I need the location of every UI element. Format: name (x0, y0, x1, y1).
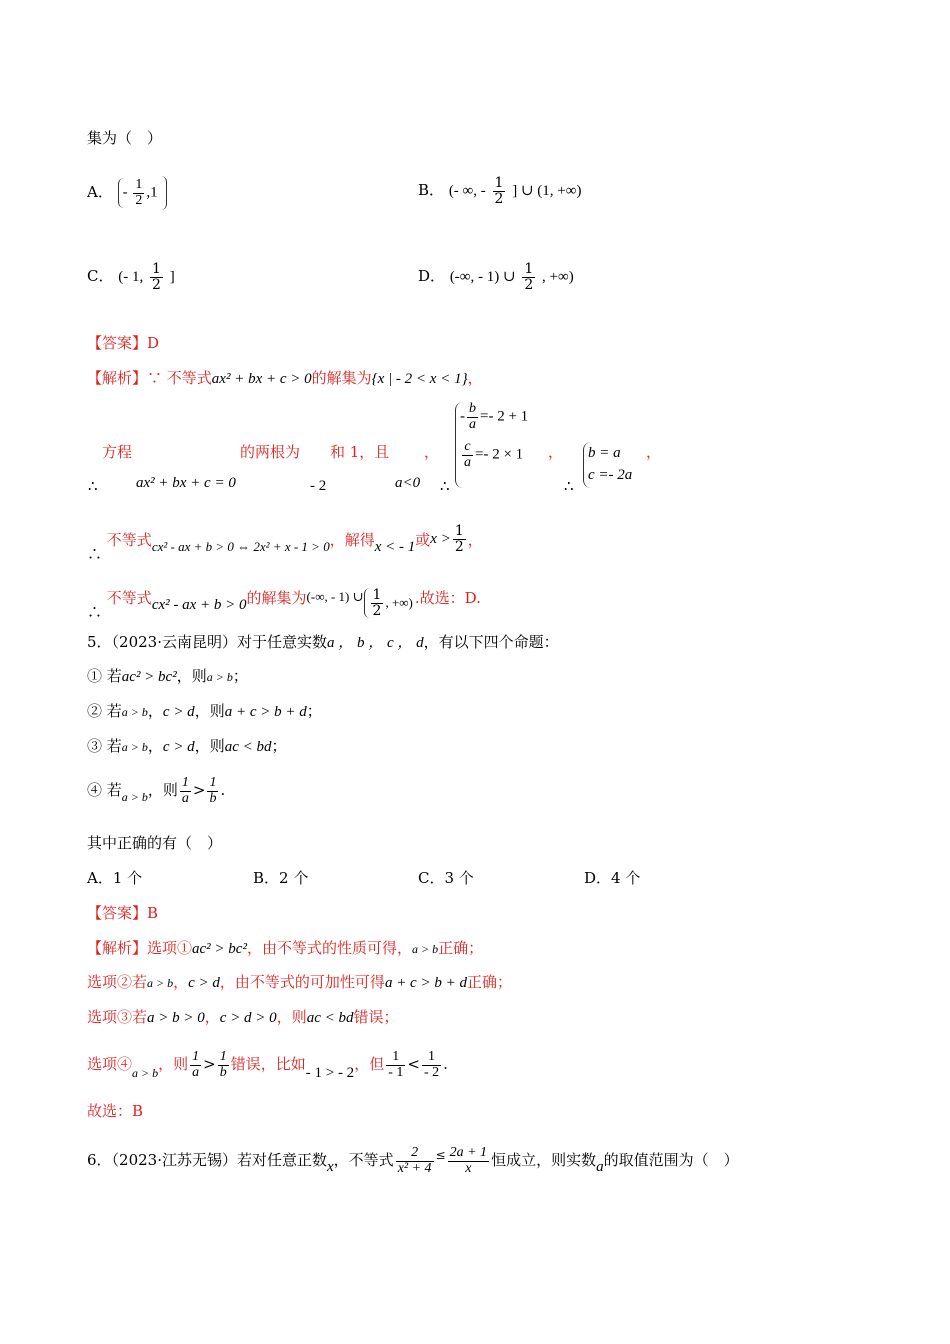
text: ，则 (276, 1008, 307, 1026)
math-text: (- 1, (118, 269, 144, 286)
denominator: a (469, 416, 476, 432)
q4-option-a[interactable] (87, 176, 167, 210)
system-row: b = a (588, 445, 621, 461)
text: ① 若 (87, 667, 122, 685)
denominator: 2 (524, 276, 534, 293)
fraction (467, 402, 478, 432)
math-text: =- 2 × 1 (475, 447, 524, 463)
q4-analysis-line3 (87, 523, 483, 564)
fraction (150, 262, 163, 292)
text: ， (204, 1008, 220, 1026)
text: ； (232, 667, 248, 685)
fraction (453, 524, 466, 554)
fraction (133, 178, 144, 208)
denominator: 2 (135, 192, 143, 208)
denominator: - 1 (388, 1064, 404, 1080)
option-label: A． (87, 183, 113, 201)
fraction (371, 588, 384, 618)
q5-analysis-2 (87, 972, 512, 993)
fraction (396, 1146, 434, 1176)
fraction (448, 1146, 489, 1176)
math-interval (118, 178, 160, 208)
text: .故选：D. (414, 589, 481, 608)
q4-analysis-line1 (87, 368, 483, 389)
math-text: a > b > 0 (147, 1010, 205, 1026)
math-text: - 2 (310, 478, 327, 494)
text: ，不等式 (333, 1151, 394, 1170)
text: 的解集为 (311, 369, 372, 387)
denominator: a (181, 790, 189, 806)
text: ，但 (354, 1055, 385, 1074)
equation-system-2 (583, 442, 632, 488)
q5-option-d[interactable]: D．4 个 (584, 869, 641, 887)
denominator: b (209, 790, 217, 806)
text: ④ 若 (87, 781, 122, 800)
numerator: 1 (192, 1049, 200, 1064)
text: ，解得 (329, 531, 375, 550)
math-text: c > d (188, 975, 220, 991)
text: 恒成立，则实数 (491, 1151, 597, 1170)
denominator: 2 (372, 602, 382, 619)
numerator: 1 (219, 1049, 227, 1064)
denominator: a (192, 1064, 200, 1080)
fraction (462, 440, 473, 470)
q5-analysis-4 (87, 1050, 448, 1080)
therefore-symbol: ∴ (87, 603, 103, 622)
math-text: a ， b ， c ， d (327, 635, 424, 651)
math-text: a > b (121, 740, 148, 754)
text: ，有以下四个命题： (423, 633, 559, 651)
q5-option-b[interactable]: B．2 个 (253, 869, 309, 887)
text: ，则 (147, 781, 178, 800)
text: ∵ 不等式 (147, 369, 212, 387)
bracket (364, 588, 415, 618)
math-text: c > d (162, 704, 195, 720)
therefore-symbol: ∴ (440, 477, 450, 495)
math-text: ac² > bc² (121, 669, 177, 685)
denominator: x² + 4 (397, 1160, 432, 1176)
math-text: a<0 (395, 475, 421, 491)
brace (455, 402, 528, 488)
math-text: , +∞) (542, 269, 574, 286)
fraction (522, 262, 535, 292)
math-text: cx² - ax + b > 0 (151, 597, 247, 614)
math-text: a > b (121, 790, 148, 805)
text: 不等式 (106, 589, 152, 608)
q5-proposition-4 (87, 776, 225, 806)
text: 的解集为 (246, 589, 307, 608)
text: 选项②若 (87, 973, 148, 991)
numerator: 1 (494, 175, 504, 191)
text: 5．（2023·云南昆明）对于任意实数 (87, 633, 327, 651)
text: 或 (415, 531, 431, 550)
text: ； (306, 702, 322, 720)
text: 【解析】选项① (87, 939, 193, 957)
therefore-symbol: ∴ (564, 477, 574, 495)
option-label: C． (87, 267, 114, 286)
text: 的两根为 (240, 443, 301, 461)
math-text: x > (430, 531, 451, 548)
q4-option-c[interactable] (87, 262, 175, 292)
text: ， (467, 369, 483, 387)
q5-proposition-3 (87, 736, 287, 757)
q5-option-c[interactable]: C．3 个 (418, 869, 474, 887)
math-text: x (327, 1159, 334, 1176)
q4-stem-tail: 集为（ ） (87, 129, 163, 147)
math-text: , +∞) (385, 595, 413, 611)
text: . (220, 781, 226, 800)
numerator: 1 (209, 775, 217, 790)
numerator: 1 (181, 775, 189, 790)
numerator: b (469, 401, 476, 416)
text: ， (424, 443, 440, 461)
numerator: 1 (152, 261, 161, 277)
math-text: ≤ (435, 1148, 446, 1163)
numerator: 1 (422, 1050, 441, 1066)
text: ，则 (158, 1055, 189, 1074)
q5-choose: 故选：B (87, 1102, 144, 1120)
numerator: 1 (135, 176, 143, 192)
fraction (190, 1050, 201, 1080)
fraction (207, 776, 218, 806)
q4-option-d[interactable] (418, 262, 574, 292)
therefore-symbol: ∴ (88, 477, 98, 495)
text: 6．（2023·江苏无锡）若对任意正数 (87, 1151, 327, 1170)
denominator: x (465, 1160, 472, 1176)
denominator: 2 (454, 538, 464, 555)
system-row: c =- 2a (588, 467, 633, 483)
math-text: a (596, 1159, 604, 1176)
numerator: c (462, 440, 473, 456)
math-text: > (203, 1055, 216, 1074)
q5-analysis-1 (87, 938, 483, 959)
text: 选项③若 (87, 1008, 148, 1026)
text: 选项④ (87, 1055, 133, 1074)
text: 正确； (466, 973, 512, 991)
math-text: a + c > b + d (224, 704, 307, 720)
math-text: a > b (411, 942, 439, 956)
math-text: c > d > 0 (219, 1010, 277, 1026)
text: ，则 (194, 702, 225, 720)
q4-option-b[interactable] (418, 176, 581, 206)
math-text: ax² + bx + c > 0 (211, 371, 312, 387)
denominator: 2 (152, 276, 161, 293)
text: ， (173, 973, 189, 991)
numerator: 1 (386, 1050, 405, 1066)
math-text: ,1 (146, 184, 158, 201)
q5-proposition-2 (87, 701, 322, 722)
text: ， (548, 443, 564, 461)
system-row (460, 440, 528, 470)
q6-stem (87, 1146, 739, 1176)
q5-proposition-1 (87, 666, 248, 687)
q5-answer: 【答案】B (87, 904, 159, 922)
math-set: {x | - 2 < x < 1} (371, 371, 468, 387)
math-text: ] (169, 269, 175, 286)
text: ② 若 (87, 702, 122, 720)
text: 不等式 (106, 531, 152, 550)
math-text: a > b (132, 1066, 159, 1081)
bracket (160, 176, 167, 210)
denominator: - 2 (423, 1064, 440, 1080)
text: ； (271, 737, 287, 755)
text: 正确； (438, 939, 484, 957)
math-text: a > b (206, 670, 233, 684)
text: ，由不等式的可加性可得 (219, 973, 385, 991)
option-label: B． (418, 181, 445, 200)
text: ， (147, 737, 163, 755)
text: ，由不等式的性质可得， (246, 939, 412, 957)
math-text: c > d (162, 739, 195, 755)
numerator: 1 (524, 261, 534, 277)
denominator: b (219, 1064, 227, 1080)
q4-analysis-line4 (87, 587, 481, 622)
numerator: 1 (372, 587, 382, 603)
text: 方程 (102, 443, 133, 461)
math-text: ax² + bx + c = 0 (136, 475, 236, 491)
math-text: a > b (147, 976, 174, 990)
text: ，则 (176, 667, 207, 685)
math-text: - 1 > - 2 (305, 1065, 355, 1082)
math-text: =- 2 + 1 (480, 408, 529, 425)
q4-answer: 【答案】D (87, 334, 160, 352)
math-text: x < - 1 (374, 539, 416, 556)
denominator: 2 (494, 190, 504, 207)
text: ，则 (194, 737, 225, 755)
analysis-label: 【解析】 (87, 369, 148, 387)
math-text: ] ∪ (1, +∞) (512, 183, 582, 200)
math-text: - (460, 408, 465, 425)
q5-ask: 其中正确的有（ ） (87, 834, 223, 852)
option-label: D． (418, 267, 446, 286)
math-text: ac² > bc² (192, 941, 247, 957)
text: . (443, 1055, 448, 1074)
q5-option-a[interactable]: A．1 个 (87, 869, 143, 887)
math-text: a > b (121, 705, 148, 719)
fraction (386, 1050, 405, 1080)
numerator: 2 (396, 1146, 434, 1162)
fraction (218, 1050, 229, 1080)
equation-system-1 (455, 402, 528, 488)
math-text: > (192, 781, 206, 800)
math-text: a + c > b + d (384, 975, 467, 991)
q5-analysis-3 (87, 1007, 399, 1028)
math-text: (- ∞, - (448, 183, 486, 200)
math-text: < (407, 1055, 420, 1074)
math-text: (-∞, - 1) ∪ (306, 589, 364, 605)
text: 错误； (353, 1008, 399, 1026)
text: ， (646, 443, 662, 461)
math-text: - (122, 184, 128, 201)
therefore-symbol: ∴ (87, 545, 103, 564)
text: ③ 若 (87, 737, 122, 755)
math-text: cx² - ax + b > 0 ⇔ 2x² + x - 1 > 0 (151, 539, 330, 555)
denominator: a (464, 455, 471, 471)
text: 的取值范围为（ ） (603, 1151, 739, 1170)
text: 和 1，且 (330, 443, 390, 461)
math-text: ac < bd (306, 1010, 354, 1026)
q5-stem (87, 632, 559, 653)
numerator: 1 (454, 523, 464, 539)
numerator: 2a + 1 (449, 1145, 488, 1160)
system-row (460, 402, 528, 432)
text: ， (147, 702, 163, 720)
fraction (493, 176, 506, 206)
text: 错误，比如 (230, 1055, 306, 1074)
text: ， (467, 531, 483, 550)
fraction (180, 776, 191, 806)
math-text: (-∞, - 1) ∪ (449, 269, 516, 286)
math-text: ac < bd (224, 739, 272, 755)
fraction (422, 1050, 441, 1080)
brace (583, 442, 632, 488)
